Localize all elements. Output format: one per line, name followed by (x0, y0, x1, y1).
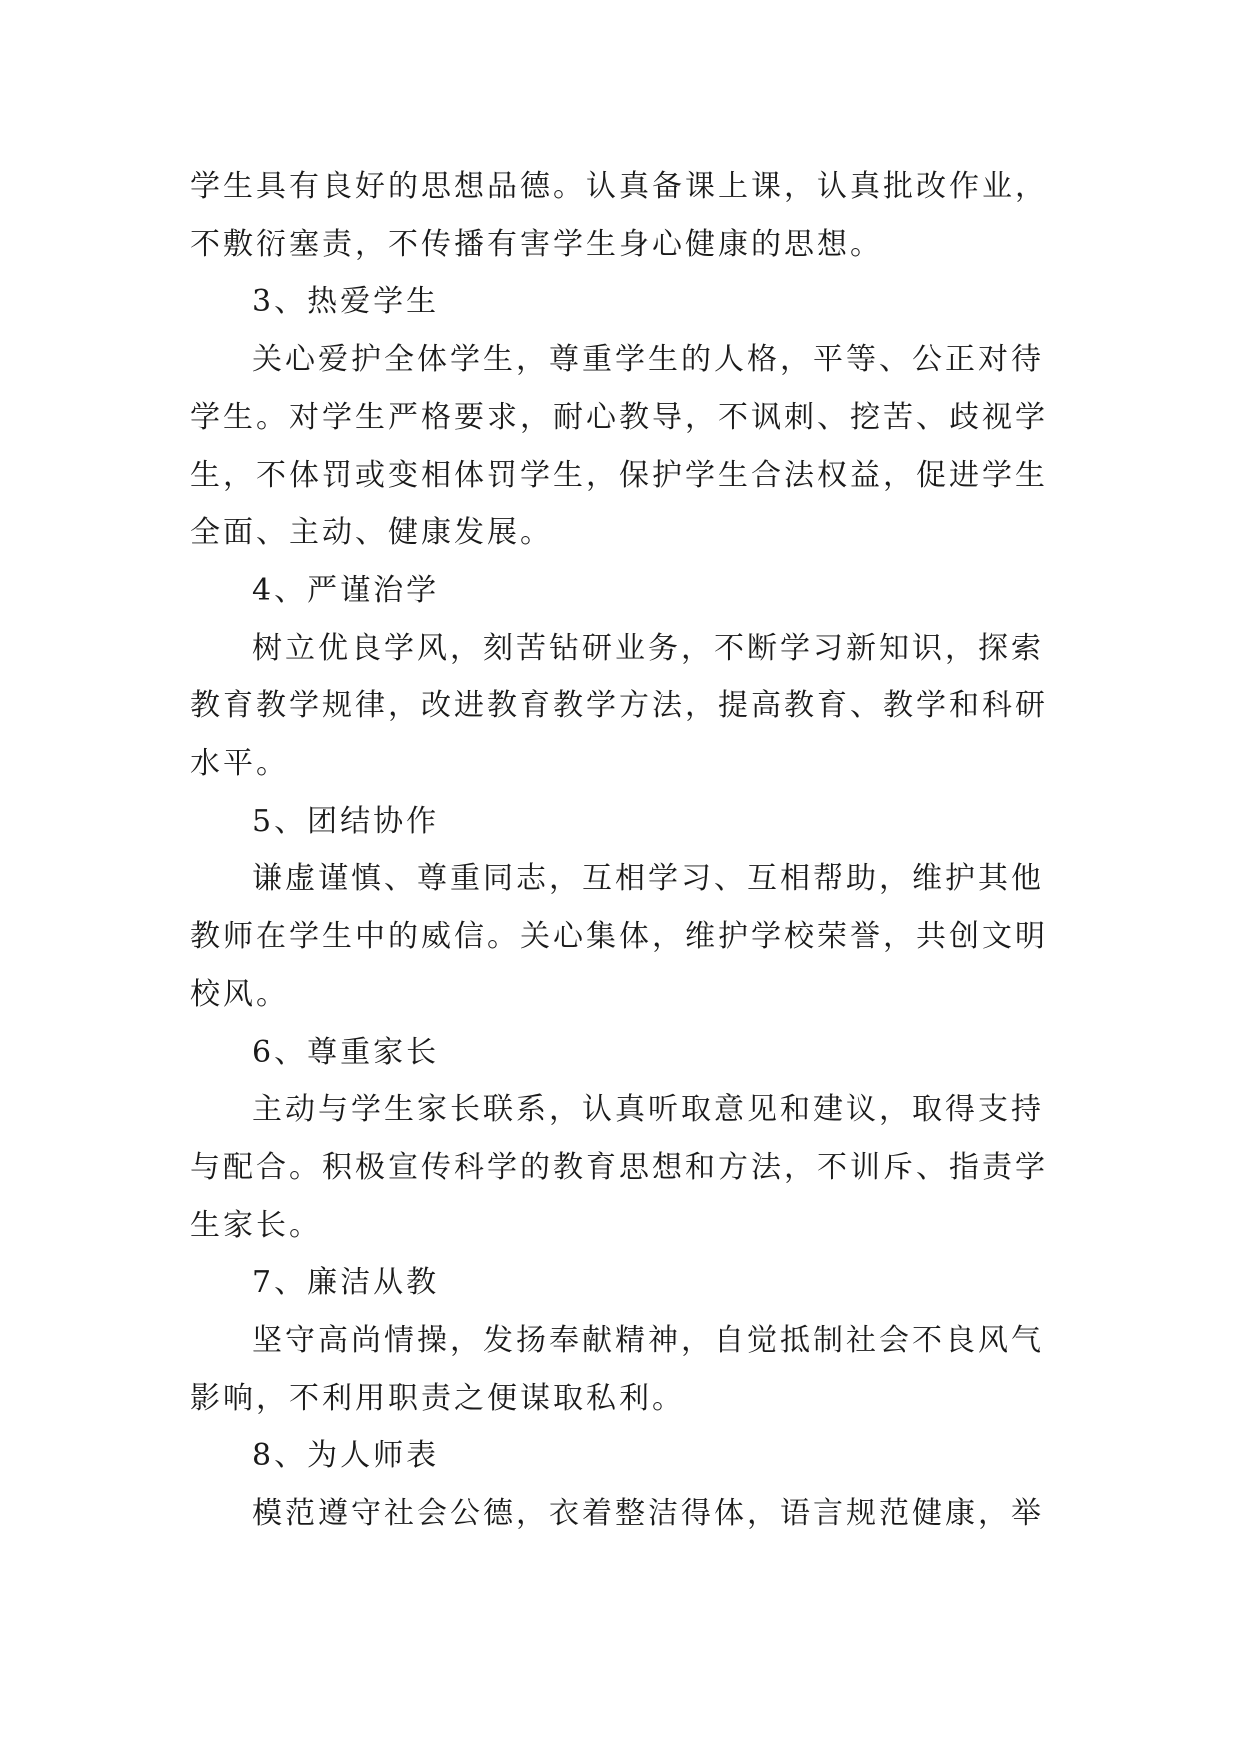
paragraph-rigorous-study: 树立优良学风，刻苦钻研业务，不断学习新知识，探索教育教学规律，改进教育教学方法，提高教育、教学和科研水平。 (190, 630, 1048, 782)
paragraph-role-model: 模范遵守社会公德，衣着整洁得体，语言规范健康，举 (252, 1496, 1044, 1532)
section-heading-3: 3、热爱学生 (252, 284, 440, 320)
paragraph-love-students: 关心爱护全体学生，尊重学生的人格，平等、公正对待学生。对学生严格要求，耐心教导，不讽刺、挖苦、歧视学生，不体罚或变相体罚学生，保护学生合法权益，促进学生全面、主动、健康发展。 (190, 342, 1048, 551)
document-page (190, 158, 1050, 1543)
paragraph-integrity: 坚守高尚情操，发扬奉献精神，自觉抵制社会不良风气影响，不利用职责之便谋取私利。 (190, 1323, 1044, 1416)
section-heading-5: 5、团结协作 (252, 803, 440, 839)
paragraph-continued: 学生具有良好的思想品德。认真备课上课，认真批改作业，不敷衍塞责，不传播有害学生身心健康的思想。 (190, 169, 1048, 262)
section-heading-7: 7、廉洁从教 (252, 1265, 440, 1301)
paragraph-respect-parents: 主动与学生家长联系，认真听取意见和建议，取得支持与配合。积极宣传科学的教育思想和方法，不训斥、指责学生家长。 (190, 1092, 1048, 1243)
section-heading-8: 8、为人师表 (252, 1438, 440, 1474)
paragraph-teamwork: 谦虚谨慎、尊重同志，互相学习、互相帮助，维护其他教师在学生中的威信。关心集体，维护学校荣誉，共创文明校风。 (190, 861, 1048, 1012)
section-heading-4: 4、严谨治学 (252, 572, 440, 608)
section-heading-6: 6、尊重家长 (252, 1034, 440, 1070)
